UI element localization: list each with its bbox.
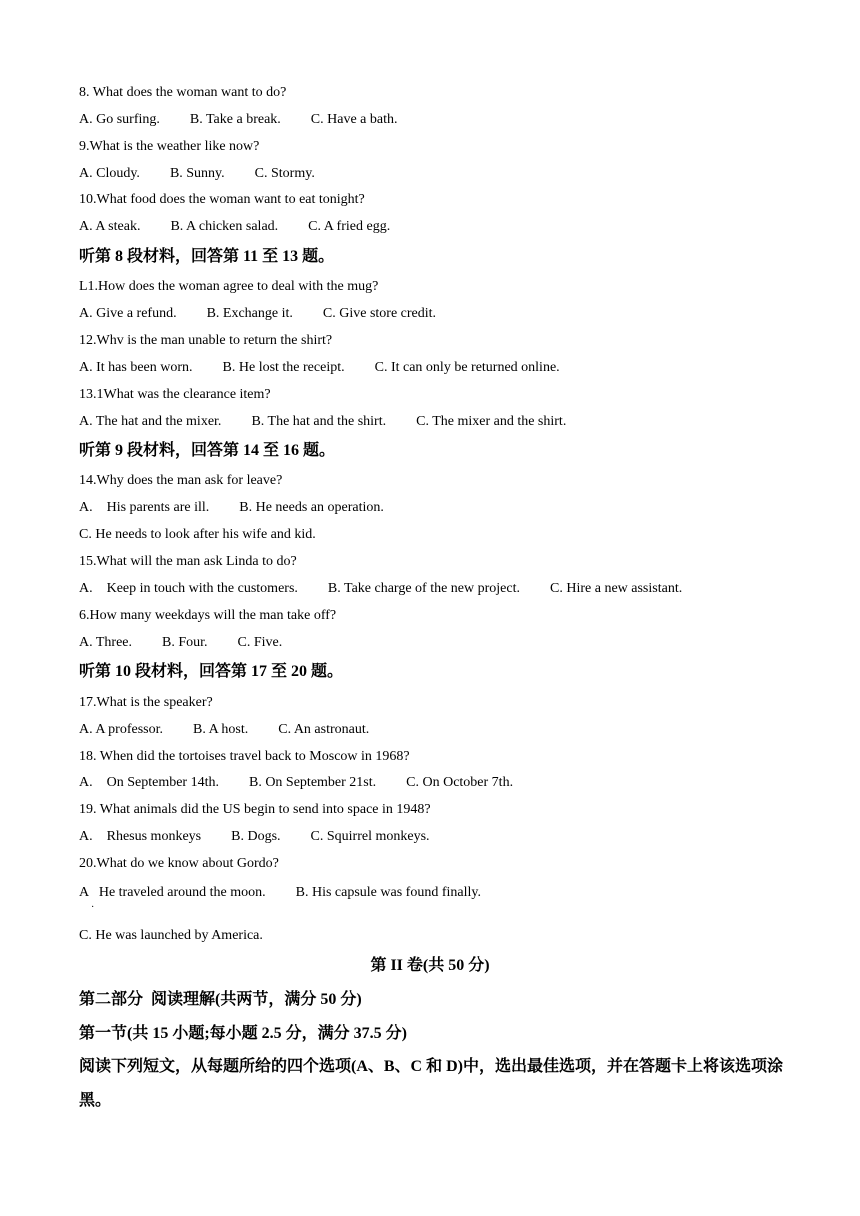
question-text: 17.What is the speaker? xyxy=(79,695,213,710)
answer-option: C. It can only be returned online. xyxy=(374,360,560,375)
subsection-title: 第一节(共 15 小题;每小题 2.5 分，满分 37.5 分) xyxy=(79,1025,407,1042)
answer-options xyxy=(79,634,282,652)
question-text: 15.What will the man ask Linda to do? xyxy=(79,554,297,569)
question-text: 14.Why does the man ask for leave? xyxy=(79,473,283,488)
answer-option: A. The hat and the mixer. xyxy=(79,414,222,429)
answer-options xyxy=(79,413,566,431)
reading-instructions: 阅读下列短文，从每题所给的四个选项(A、B、C 和 D)中，选出最佳选项，并在答题卡上将该选项涂黑。 xyxy=(79,1058,783,1109)
answer-option: C. Have a bath. xyxy=(310,112,398,127)
answer-option: B. Sunny. xyxy=(169,166,225,181)
question-text: 19. What animals did the US begin to send into space in 1948? xyxy=(79,802,431,817)
answer-option: C. A fried egg. xyxy=(308,219,391,234)
answer-options xyxy=(79,359,560,377)
answer-option: C. On October 7th. xyxy=(406,775,514,790)
answer-option: A He traveled around the moon. xyxy=(79,885,266,900)
answer-option: A. Cloudy. xyxy=(79,166,140,181)
answer-option: A. Keep in touch with the customers. xyxy=(79,581,298,596)
answer-option: C. Squirrel monkeys. xyxy=(310,829,430,844)
answer-options xyxy=(79,305,436,323)
answer-option: C. Five. xyxy=(237,635,283,650)
answer-options xyxy=(79,774,513,792)
answer-options xyxy=(79,218,390,236)
question-text: 8. What does the woman want to do? xyxy=(79,85,287,100)
question-text: 13.1What was the clearance item? xyxy=(79,387,271,402)
answer-options xyxy=(79,580,682,598)
answer-option: B. He needs an operation. xyxy=(239,500,384,515)
answer-options xyxy=(79,884,481,902)
answer-options xyxy=(79,111,397,129)
answer-options xyxy=(79,721,369,739)
answer-option: A. Go surfing. xyxy=(79,112,160,127)
stray-dot: · xyxy=(91,902,95,913)
answer-option: A. It has been worn. xyxy=(79,360,193,375)
answer-option: A. On September 14th. xyxy=(79,775,219,790)
answer-options xyxy=(79,499,384,517)
answer-option: B. Four. xyxy=(162,635,208,650)
answer-option: C. An astronaut. xyxy=(278,722,370,737)
answer-option: B. Exchange it. xyxy=(206,306,293,321)
answer-option: C. Hire a new assistant. xyxy=(550,581,683,596)
question-text: 18. When did the tortoises travel back to Moscow in 1968? xyxy=(79,749,410,764)
answer-option: A. Rhesus monkeys xyxy=(79,829,202,844)
question-text: 6.How many weekdays will the man take off? xyxy=(79,608,337,623)
answer-option: A. A steak. xyxy=(79,219,141,234)
answer-options xyxy=(79,165,315,183)
answer-option: A. Three. xyxy=(79,635,132,650)
question-text: C. He needs to look after his wife and kid. xyxy=(79,527,316,542)
question-text: 10.What food does the woman want to eat tonight? xyxy=(79,192,365,207)
section-header: 听第 10 段材料，回答第 17 至 20 题。 xyxy=(79,663,344,680)
question-text: 20.What do we know about Gordo? xyxy=(79,856,279,871)
answer-option: C. The mixer and the shirt. xyxy=(416,414,567,429)
answer-option: A. Give a refund. xyxy=(79,306,177,321)
answer-option: B. Take charge of the new project. xyxy=(327,581,521,596)
answer-option: A. A professor. xyxy=(79,722,163,737)
answer-option: B. A chicken salad. xyxy=(170,219,279,234)
question-text: C. He was launched by America. xyxy=(79,928,263,943)
answer-option: C. Give store credit. xyxy=(322,306,437,321)
answer-option: B. Take a break. xyxy=(189,112,281,127)
section-header: 听第 8 段材料，回答第 11 至 13 题。 xyxy=(79,248,335,265)
section-header: 听第 9 段材料，回答第 14 至 16 题。 xyxy=(79,442,336,459)
question-text: 12.Whv is the man unable to return the shirt? xyxy=(79,333,333,348)
answer-option: B. He lost the receipt. xyxy=(222,360,345,375)
volume-title: 第 II 卷(共 50 分) xyxy=(370,957,490,974)
answer-option: B. His capsule was found finally. xyxy=(295,885,481,900)
answer-option: A. His parents are ill. xyxy=(79,500,210,515)
answer-option: B. The hat and the shirt. xyxy=(251,414,387,429)
answer-option: B. A host. xyxy=(193,722,249,737)
question-text: 9.What is the weather like now? xyxy=(79,139,260,154)
question-text: L1.How does the woman agree to deal with the mug? xyxy=(79,279,379,294)
answer-option: B. On September 21st. xyxy=(248,775,377,790)
answer-option: C. Stormy. xyxy=(254,166,315,181)
answer-options xyxy=(79,828,430,846)
answer-option: B. Dogs. xyxy=(231,829,281,844)
part-title: 第二部分 阅读理解(共两节，满分 50 分) xyxy=(79,991,362,1008)
